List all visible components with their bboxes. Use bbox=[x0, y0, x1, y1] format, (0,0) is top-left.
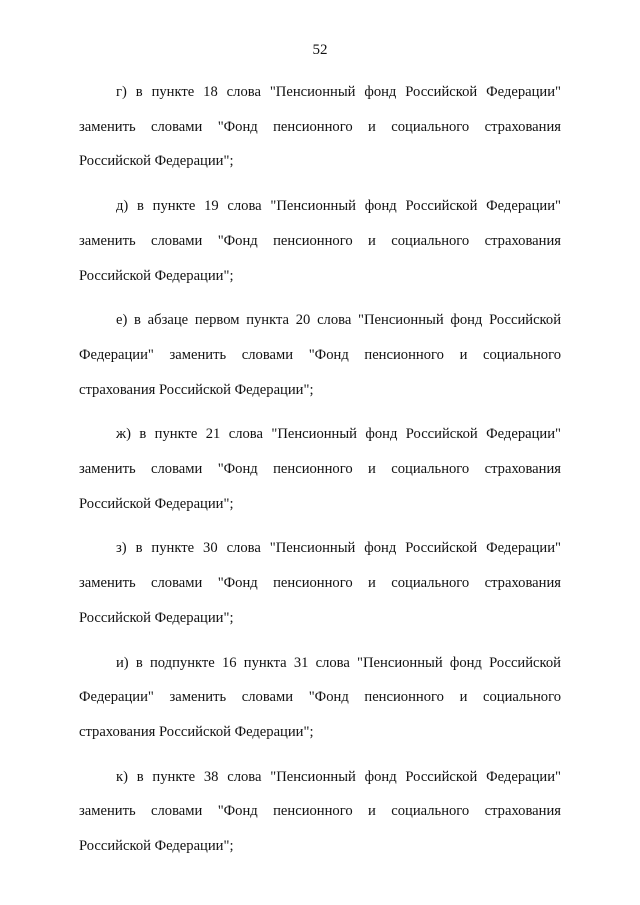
page-number: 52 bbox=[312, 42, 328, 58]
paragraph-i: и) в подпункте 16 пункта 31 слова "Пенсионный фонд Российской Федерации" заменить словами "Фонд пенсионного и социального страхования Российской Федерации"; bbox=[79, 654, 561, 740]
paragraph-k: к) в пункте 38 слова "Пенсионный фонд Российской Федерации" заменить словами "Фонд пенсионного и социального страхования Российской Федерации"; bbox=[79, 768, 561, 855]
paragraph-e: е) в абзаце первом пункта 20 слова "Пенсионный фонд Российской Федерации" заменить словами "Фонд пенсионного и социального страхования Российской Федерации"; bbox=[79, 312, 561, 398]
paragraph-zh: ж) в пункте 21 слова "Пенсионный фонд Российской Федерации" заменить словами "Фонд пенсионного и социального страхования Российской Федерации"; bbox=[79, 426, 561, 512]
paragraph-z: з) в пункте 30 слова "Пенсионный фонд Российской Федерации" заменить словами "Фонд пенсионного и социального страхования Российской Федерации"; bbox=[79, 540, 561, 626]
document-body bbox=[79, 75, 561, 874]
paragraph-g: г) в пункте 18 слова "Пенсионный фонд Российской Федерации" заменить словами "Фонд пенсионного и социального страхования Российской Федерации"; bbox=[79, 84, 561, 170]
paragraph-d: д) в пункте 19 слова "Пенсионный фонд Российской Федерации" заменить словами "Фонд пенсионного и социального страхования Российской Федерации"; bbox=[79, 198, 561, 284]
